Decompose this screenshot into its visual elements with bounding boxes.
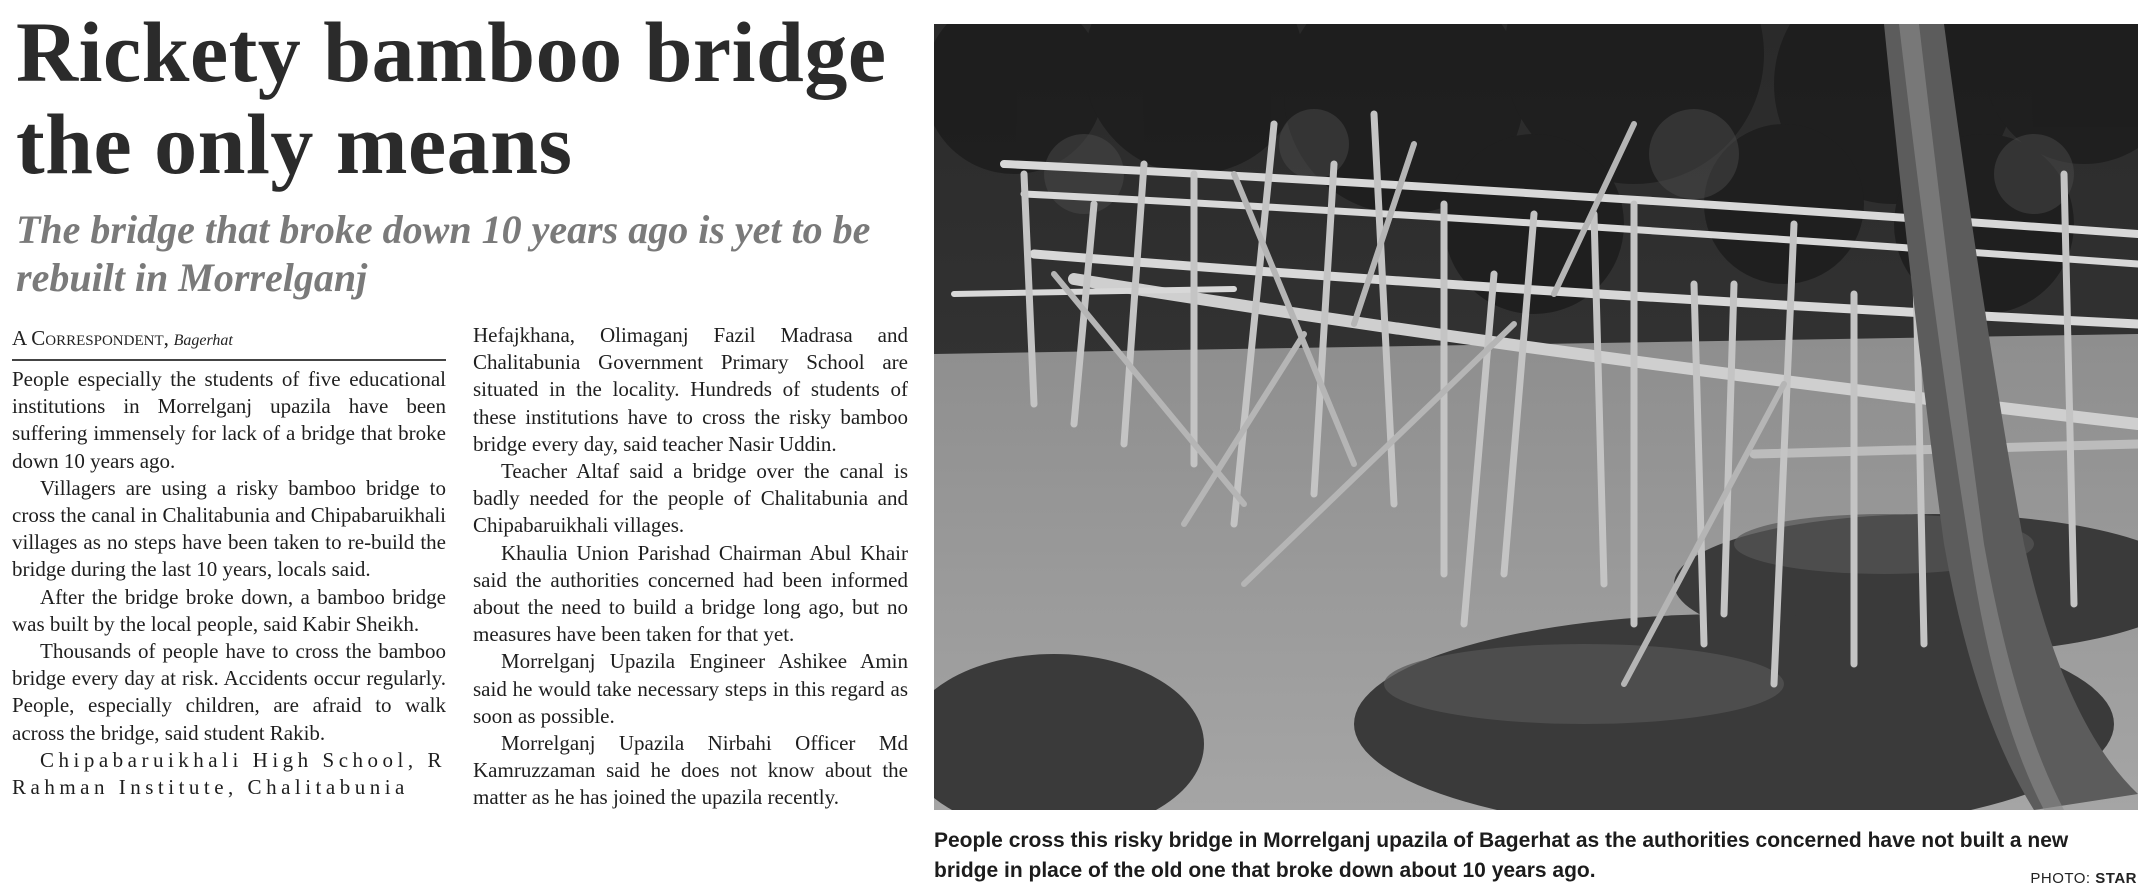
paragraph: Hefajkhana, Olimaganj Fazil Madrasa and Chalitabunia Government Primary School are situated in the locality. Hundreds of students of these institutions have to cross the risky bamboo bridge every day, said teacher Nasir Uddin. [473,323,908,456]
paragraph: Chipabaruikhali High School, R Rahman Institute, Chalitabunia [12,747,446,800]
bridge-photo [934,24,2138,810]
headline: Rickety bamboo bridge the only means [16,4,887,192]
paragraph: Villagers are using a risky bamboo bridge to cross the canal in Chalitabunia and Chipabaruikhali villages as no steps have been taken to re-build the bridge during the last 10 years, locals said. [12,475,446,582]
paragraph: Morrelganj Upazila Nirbahi Officer Md Kamruzzaman said he does not know about the matter as he has joined the upazila recently. [473,731,908,810]
article-column-1 [12,366,446,801]
photo-credit-source: STAR [2095,870,2137,887]
paragraph: People especially the students of five educational institutions in Morrelganj upazila have been suffering immensely for lack of a bridge that broke down 10 years ago. [12,367,446,473]
paragraph: Morrelganj Upazila Engineer Ashikee Amin said he would take necessary steps in this regard as soon as possible. [473,649,908,728]
byline [12,326,446,361]
byline-author: A Correspondent, [12,326,169,350]
photo-credit-label: PHOTO: [2030,870,2091,887]
paragraph: Thousands of people have to cross the bamboo bridge every day at risk. Accidents occur regularly. People, especially children, are afraid to walk across the bridge, said student Rakib. [12,639,446,745]
paragraph: Teacher Altaf said a bridge over the canal is badly needed for the people of Chalitabunia and Chipabaruikhali villages. [473,459,908,538]
paragraph: Khaulia Union Parishad Chairman Abul Khair said the authorities concerned had been informed about the need to build a bridge long ago, but no measures have been taken for that yet. [473,540,908,647]
photo-credit [2030,870,2137,887]
photo-caption: People cross this risky bridge in Morrelganj upazila of Bagerhat as the authorities concerned have not built a new bridge in place of the old one that broke down about 10 years ago. [934,829,2069,882]
subheadline: The bridge that broke down 10 years ago is yet to be rebuilt in Morrelganj [16,207,871,300]
byline-location: Bagerhat [173,332,233,349]
bridge-photo-image [934,24,2138,810]
paragraph: After the bridge broke down, a bamboo bridge was built by the local people, said Kabir Sheikh. [12,584,446,636]
article-column-2 [473,322,908,812]
